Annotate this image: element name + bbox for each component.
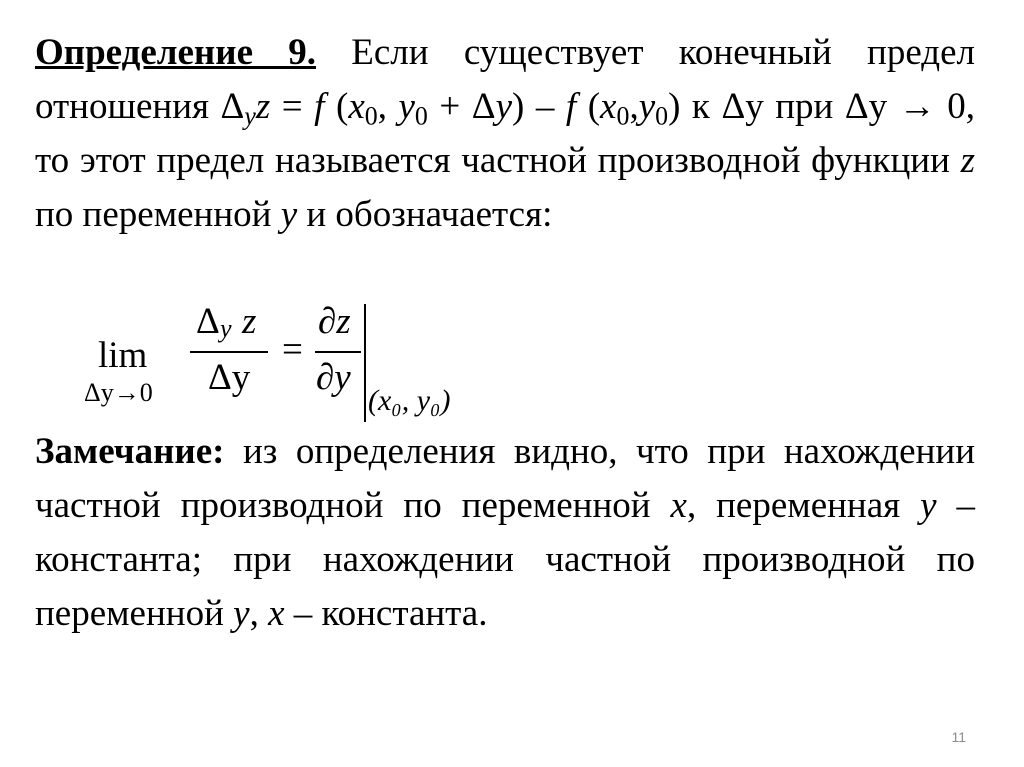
denominator: Δy xyxy=(208,357,251,398)
numerator-z: z xyxy=(242,301,257,342)
definition-text: Если существует конечный xyxy=(316,32,832,73)
partial-fraction-bar xyxy=(315,351,361,353)
definition-label: Определение 9. xyxy=(35,32,317,73)
partial-numerator: ∂z xyxy=(318,301,351,342)
evaluation-point: (x₀, y₀) xyxy=(368,384,451,417)
remark-paragraph: Замечание: из определения видно, что при нахождении частной производной по переменной x, переменная y – константа; при нахождении частной производной по переменной y, x – константа. xyxy=(35,431,975,634)
definition-paragraph: Определение 9. Если существует конечный предел отношения $\Delta_yz = f$ ($x_0$, $y_0 + \Delta y) - f$ $(x_0,y_0)$ к Δy при Δy → 0, то этот предел называется частной производной функции z по переменной y и обозначается: xyxy=(35,32,975,235)
page-number: 11 xyxy=(951,729,966,745)
evaluation-bar xyxy=(364,304,366,422)
lim-word: lim xyxy=(98,335,148,376)
numerator-sub: y xyxy=(220,314,232,343)
equals-sign: = xyxy=(282,329,303,370)
remark-label: Замечание: xyxy=(35,431,225,472)
fraction-bar xyxy=(190,351,268,353)
limit-formula xyxy=(70,300,570,430)
lim-subscript: Δy→0 xyxy=(84,378,153,407)
partial-denominator: ∂y xyxy=(316,357,351,398)
numerator-delta: Δ xyxy=(196,301,220,342)
